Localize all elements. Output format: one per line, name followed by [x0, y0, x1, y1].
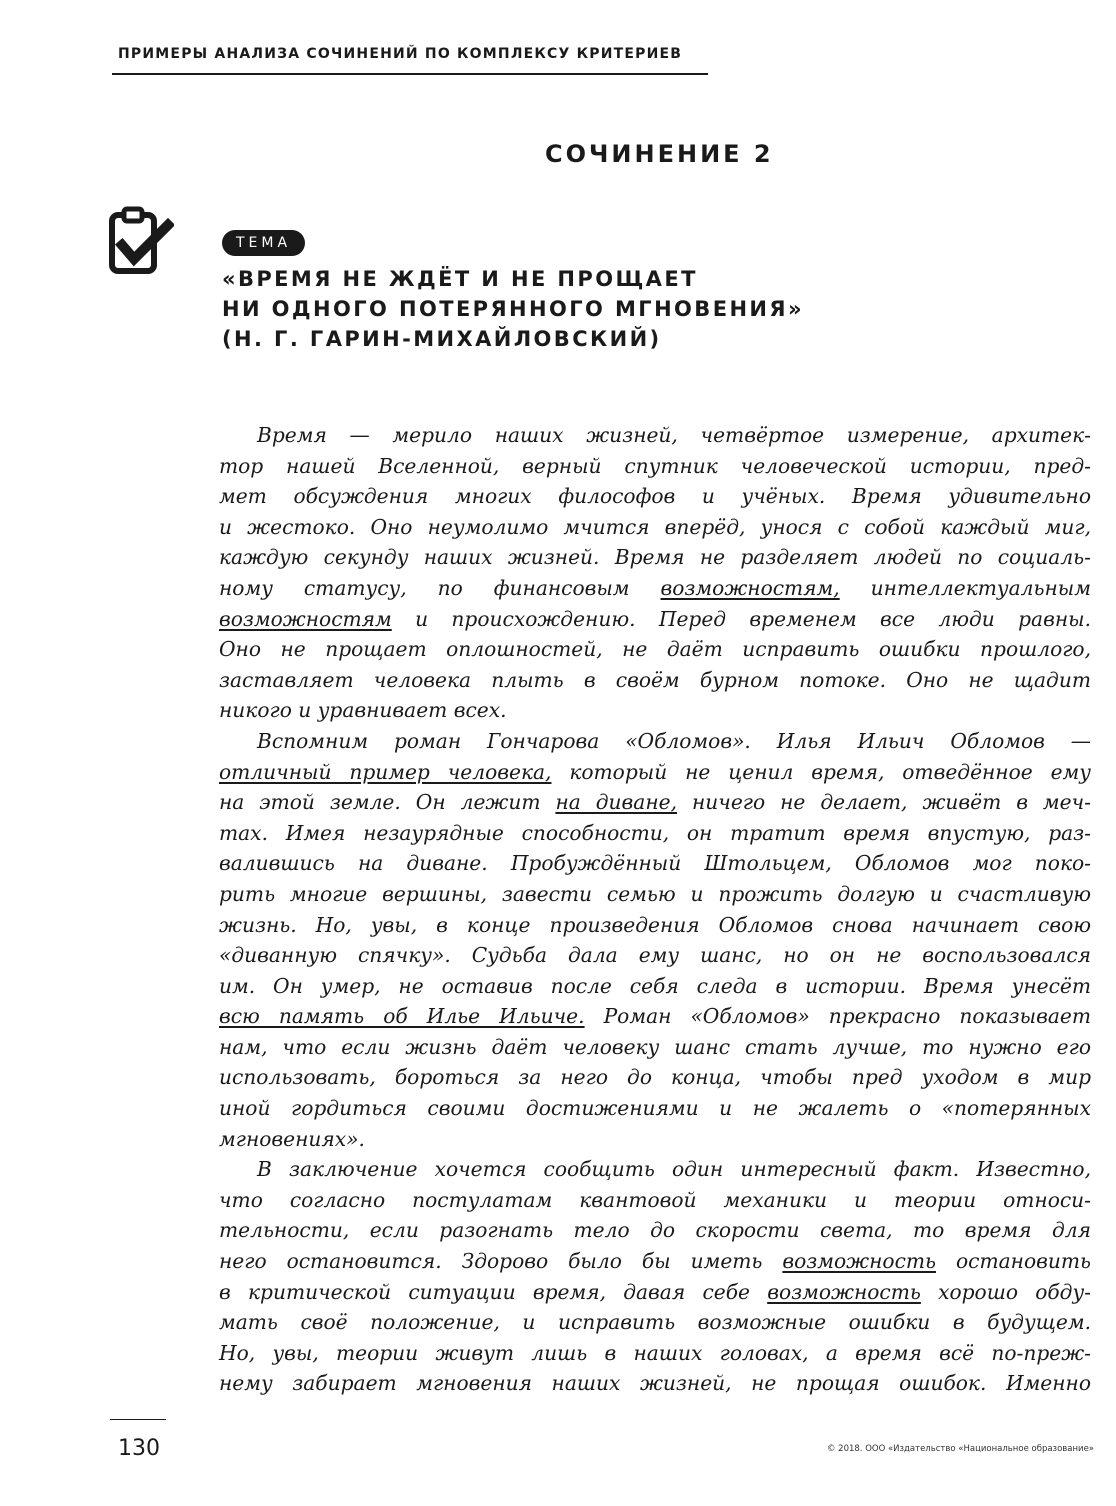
topic-line: НИ ОДНОГО ПОТЕРЯННОГО МГНОВЕНИЯ» — [222, 297, 804, 321]
footer-rule — [110, 1419, 166, 1420]
topic-line: (Н. Г. ГАРИН-МИХАЙЛОВСКИЙ) — [222, 327, 662, 351]
text-span: на этой земле. Он лежит — [219, 790, 556, 815]
topic-line: «ВРЕМЯ НЕ ЖДЁТ И НЕ ПРОЩАЕТ — [222, 267, 698, 291]
text-span: который не ценил время, отведённое ему — [551, 759, 1091, 784]
essay-line — [219, 787, 1091, 818]
text-span: остановить — [936, 1249, 1091, 1274]
essay-line: тах. Имея незаурядные способности, он тратит время впустую, раз- — [219, 820, 1091, 845]
underlined-phrase: на диване, — [555, 790, 678, 815]
essay-line: В заключение хочется сообщить один интересный факт. Известно, — [257, 1157, 1091, 1182]
essay-line: им. Он умер, не оставив после себя следа в истории. Время унесёт — [219, 973, 1091, 998]
text-span: хорошо обду- — [920, 1279, 1092, 1304]
essay-line: нам, что если жизнь даёт человеку шанс стать лучше, то нужно его — [219, 1034, 1091, 1059]
page-number: 130 — [118, 1436, 160, 1461]
clipboard-check-icon — [108, 205, 174, 277]
underlined-word: возможность — [767, 1279, 921, 1304]
text-span: Роман «Обломов» прекрасно показывает — [584, 1004, 1091, 1029]
essay-line: Время — мерило наших жизней, четвёртое измерение, архитек- — [257, 423, 1091, 447]
underlined-word: возможностям — [219, 606, 392, 631]
text-span: в критической ситуации время, давая себе — [219, 1279, 768, 1304]
essay-line: Вспомним роман Гончарова «Обломов». Илья Ильич Обломов — — [257, 728, 1091, 753]
essay-line: нему забирает мгновения наших жизней, не прощая ошибок. Именно — [219, 1371, 1091, 1396]
essay-line: использовать, бороться за него до конца, чтобы пред уходом в мир — [219, 1065, 1091, 1090]
copyright-notice: © 2018. ООО «Издательство «Национальное образование» — [826, 1444, 1094, 1454]
underlined-word: возможность — [782, 1249, 937, 1274]
essay-line — [219, 604, 1091, 635]
running-head-rule — [112, 73, 708, 75]
essay-line: Оно не прощает оплошностей, не даёт исправить ошибки прошлого, — [219, 637, 1091, 662]
text-span: и происхождению. Перед временем все люди равны. — [391, 606, 1091, 631]
essay-line: мгновениях». — [219, 1126, 365, 1151]
text-span: ному статусу, по финансовым — [219, 575, 661, 600]
topic-badge: ТЕМА — [222, 230, 305, 256]
essay-line: и жестоко. Оно неумолимо мчится вперёд, унося с собой каждый миг, — [219, 514, 1091, 539]
essay-title: СОЧИНЕНИЕ 2 — [545, 140, 774, 168]
essay-line — [219, 1246, 1091, 1277]
essay-line: валившись на диване. Пробуждённый Штольцем, Обломов мог поко- — [219, 851, 1091, 876]
essay-line: мать своё положение, и исправить возможные ошибки в будущем. — [219, 1310, 1091, 1335]
essay-line — [219, 1277, 1091, 1308]
essay-line: мет обсуждения многих философов и учёных. Время удивительно — [219, 484, 1091, 509]
essay-line — [219, 1001, 1091, 1032]
essay-line: тор нашей Вселенной, верный спутник человеческой истории, пред- — [219, 453, 1091, 478]
essay-line: заставляет человека плыть в своём бурном потоке. Оно не щадит — [219, 667, 1091, 692]
text-span: него остановится. Здорово было бы иметь — [219, 1249, 783, 1274]
running-head: ПРИМЕРЫ АНАЛИЗА СОЧИНЕНИЙ ПО КОМПЛЕКСУ КРИТЕРИЕВ — [118, 46, 683, 62]
essay-line: Но, увы, теории живут лишь в наших головах, а время всё по-преж- — [219, 1340, 1091, 1365]
text-span: ничего не делает, живёт в меч- — [677, 790, 1091, 815]
essay-body — [219, 420, 1091, 1399]
text-span: интеллектуальным — [839, 575, 1091, 600]
essay-line: жизнь. Но, увы, в конце произведения Обломов снова начинает свою — [219, 912, 1091, 937]
topic-text — [222, 264, 804, 354]
essay-line: «диванную спячку». Судьба дала ему шанс, но он не воспользовался — [219, 943, 1091, 968]
essay-line: иной гордиться своими достижениями и не жалеть о «потерянных — [219, 1096, 1091, 1121]
underlined-phrase: отличный пример человека, — [219, 759, 552, 784]
essay-line — [219, 757, 1091, 788]
essay-line: никого и уравнивает всех. — [219, 698, 507, 723]
essay-line — [219, 573, 1091, 604]
underlined-phrase: всю память об Илье Ильиче. — [219, 1004, 585, 1029]
essay-line: что согласно постулатам квантовой механики и теории относи- — [219, 1187, 1091, 1212]
essay-line: рить многие вершины, завести семью и прожить долгую и счастливую — [219, 881, 1091, 906]
essay-line: каждую секунду наших жизней. Время не разделяет людей по социаль- — [219, 545, 1091, 570]
underlined-word: возможностям, — [660, 575, 840, 600]
essay-line: тельности, если разогнать тело до скорости света, то время для — [219, 1218, 1091, 1243]
